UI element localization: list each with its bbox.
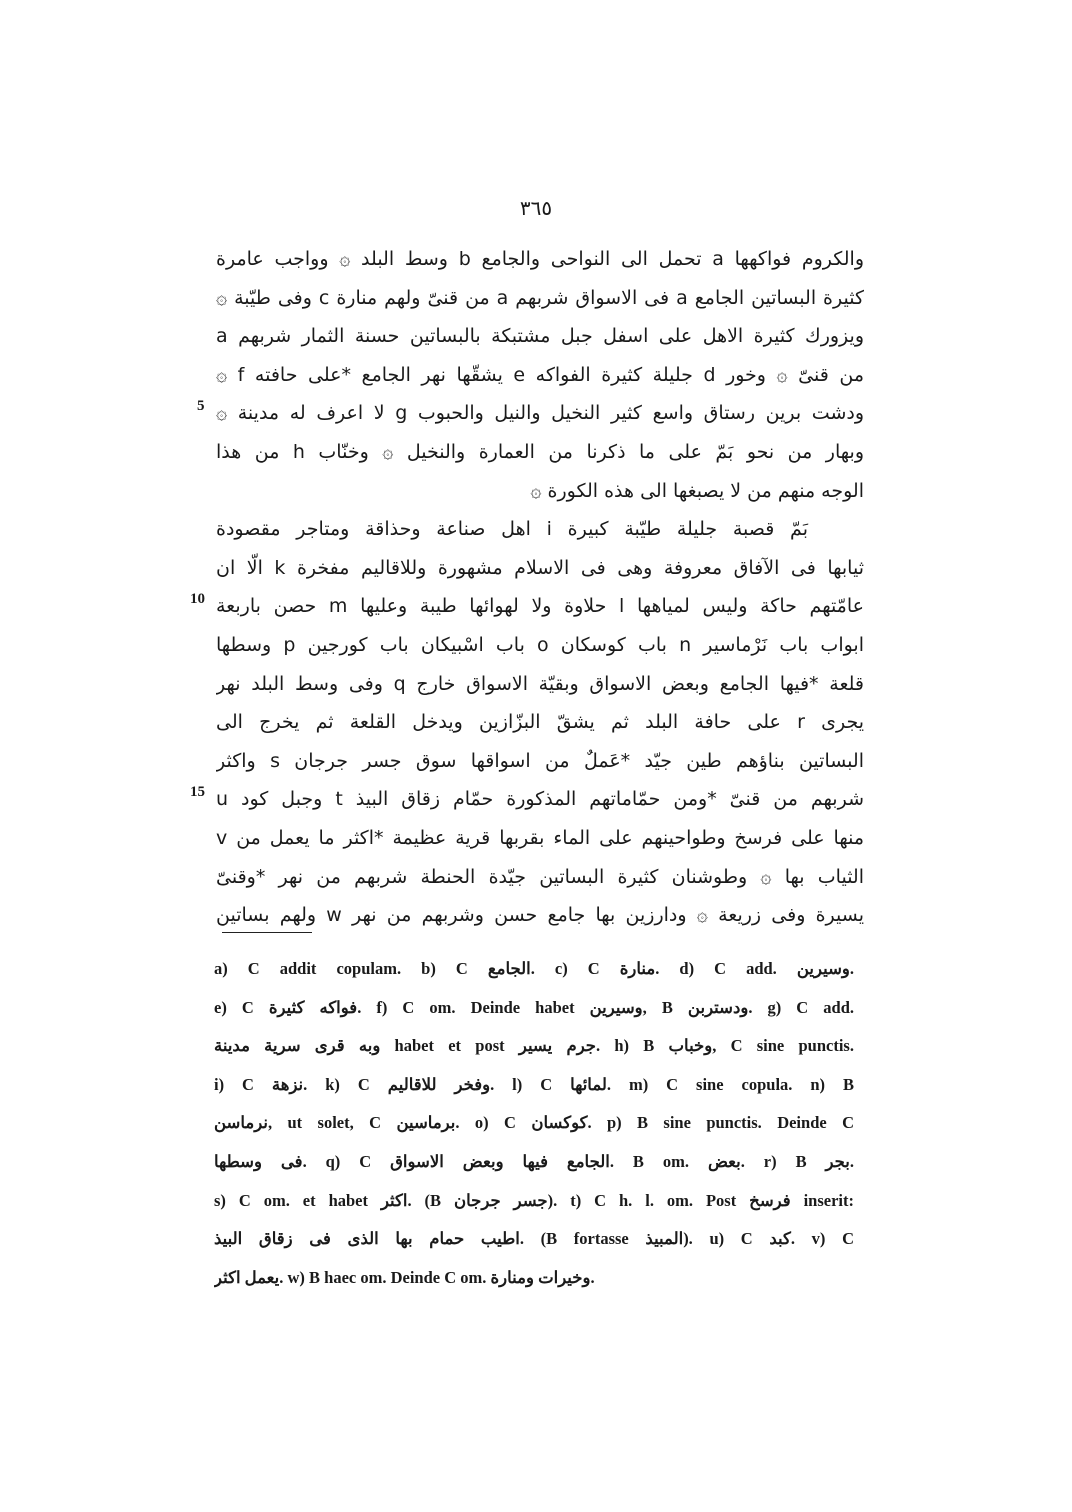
footnote-line: s) C om. et habet اكثر. (B جسر جرجان). t) C h. l. om. Post فرسخ inserit: <box>214 1190 854 1210</box>
text-line: منها على فرسخ وطواحينهم على الماء بقربها قرية عظيمة *اكثر ما يعمل من v <box>216 826 864 849</box>
text-line: ثيابها فى الآفاق معروفة وهى فى الاسلام مشهورة وللاقاليم مفخرة k الّا ان <box>216 556 864 579</box>
text-line: قلعة *فيها الجامع وبعض الاسواق وبقيّة الاسواق خارج q وفى وسط البلد نهر <box>216 672 864 695</box>
text-line: عامّتهم حاكة وليس لمياهها l حلاوة ولا لهوائها طيبة وعليها m حصن باربعة <box>216 595 864 618</box>
text-line: والكروم فواكهها a تحمل الى النواحى والجامع b وسط البلد ۞ وواجب عامرة <box>216 248 864 270</box>
footnote-line: يعمل اكثر. w) B haec om. Deinde C om. وخيرات ومنارة. <box>214 1267 595 1287</box>
footnote-line: اطيب حمام بها الذى فى زقاق البيذ. (B fortasse المبيذ). u) C كبد. v) C <box>214 1229 854 1249</box>
text-line: يجرى r على حافة البلد ثم يشقّ البزّازين ويدخل القلعة ثم يخرج الى <box>216 711 864 734</box>
line-number-15: 15 <box>190 784 205 800</box>
text-line: كثيرة البساتين الجامع a فى الاسواق شربهم a من قنىّ ولهم منارة c وفى طيّبة ۞ <box>216 286 864 309</box>
text-line: ابواب باب نَرْماسير n باب كوسكان o باب اسْبيكان باب كورجين p وسطها <box>216 633 864 656</box>
text-line: يسيرة وفى زريعة ۞ ودارزين بها جامع حسن وشربهم من نهر w ولهم بساتين <box>216 904 864 927</box>
text-line: شربهم من قنىّ *ومن حمّاماتهم المذكورة حمّام زقاق البيذ t وجبل كود u <box>216 788 864 811</box>
footnote-separator <box>222 932 312 933</box>
footnote-line: وبه قرى سرية مدينة habet et post جرم يسير. h) B وخباب, C sine punctis. <box>214 1036 854 1056</box>
text-line: البساتين بناؤهم طين جيّد *عَملٌ من اسواقها سوق جسر جرجان s واكثر <box>216 749 864 772</box>
text-line: بَمّ قصبة جليلة طيّبة كبيرة i اهل صناعة وحذاقة ومتاجر مقصودة <box>216 518 808 541</box>
footnote-line: نرماسن, ut solet, C برماسين. o) C كوكسان. p) B sine punctis. Deinde C <box>214 1113 854 1133</box>
text-line: الوجه منهم من لا يصبغها الى هذه الكورة ۞ <box>530 479 864 502</box>
footnotes-block <box>214 950 854 1297</box>
text-line: من قنىّ ۞ وخور d جليلة كثيرة الفواكه e يشقّها نهر الجامع *على حافته f ۞ <box>216 363 864 386</box>
line-number-10: 10 <box>190 591 205 607</box>
text-line: الثياب بها ۞ وطوشنان كثيرة البساتين جيّدة الحنطة شربهم من نهر *وقنىّ <box>216 865 864 888</box>
line-number-5: 5 <box>197 398 205 414</box>
footnote-line: i) C نزهة. k) C وفخر للاقاليم. l) C لمائها. m) C sine copula. n) B <box>214 1074 854 1094</box>
main-text-block <box>216 240 864 935</box>
text-line: ويزورك كثيرة الاهل على اسفل جبل مشتبكة بالبساتين حسنة الثمار شربهم a <box>216 325 864 348</box>
footnote-line: e) C فواكه كثيرة. f) C om. Deinde habet وسيرين, B ودستربن. g) C add. <box>214 997 854 1017</box>
text-line: وبهار من نحو بَمّ على ما ذكرنا من العمارة والنخيل ۞ وخنّاب h من هذا <box>216 440 864 463</box>
footnote-line: a) C addit copulam. b) C الجامع. c) C منارة. d) C add. وسيرين. <box>214 959 854 978</box>
text-line: ودشت برين رستاق واسع كثير النخيل والنيل والحبوب g لا اعرف له مدينة ۞ <box>216 402 864 425</box>
footnote-line: فى وسطها. q) C الجامع فيها وبعض الاسواق. B om. بعض. r) B بجر. <box>214 1151 854 1171</box>
page-number: ٣٦٥ <box>519 196 553 220</box>
